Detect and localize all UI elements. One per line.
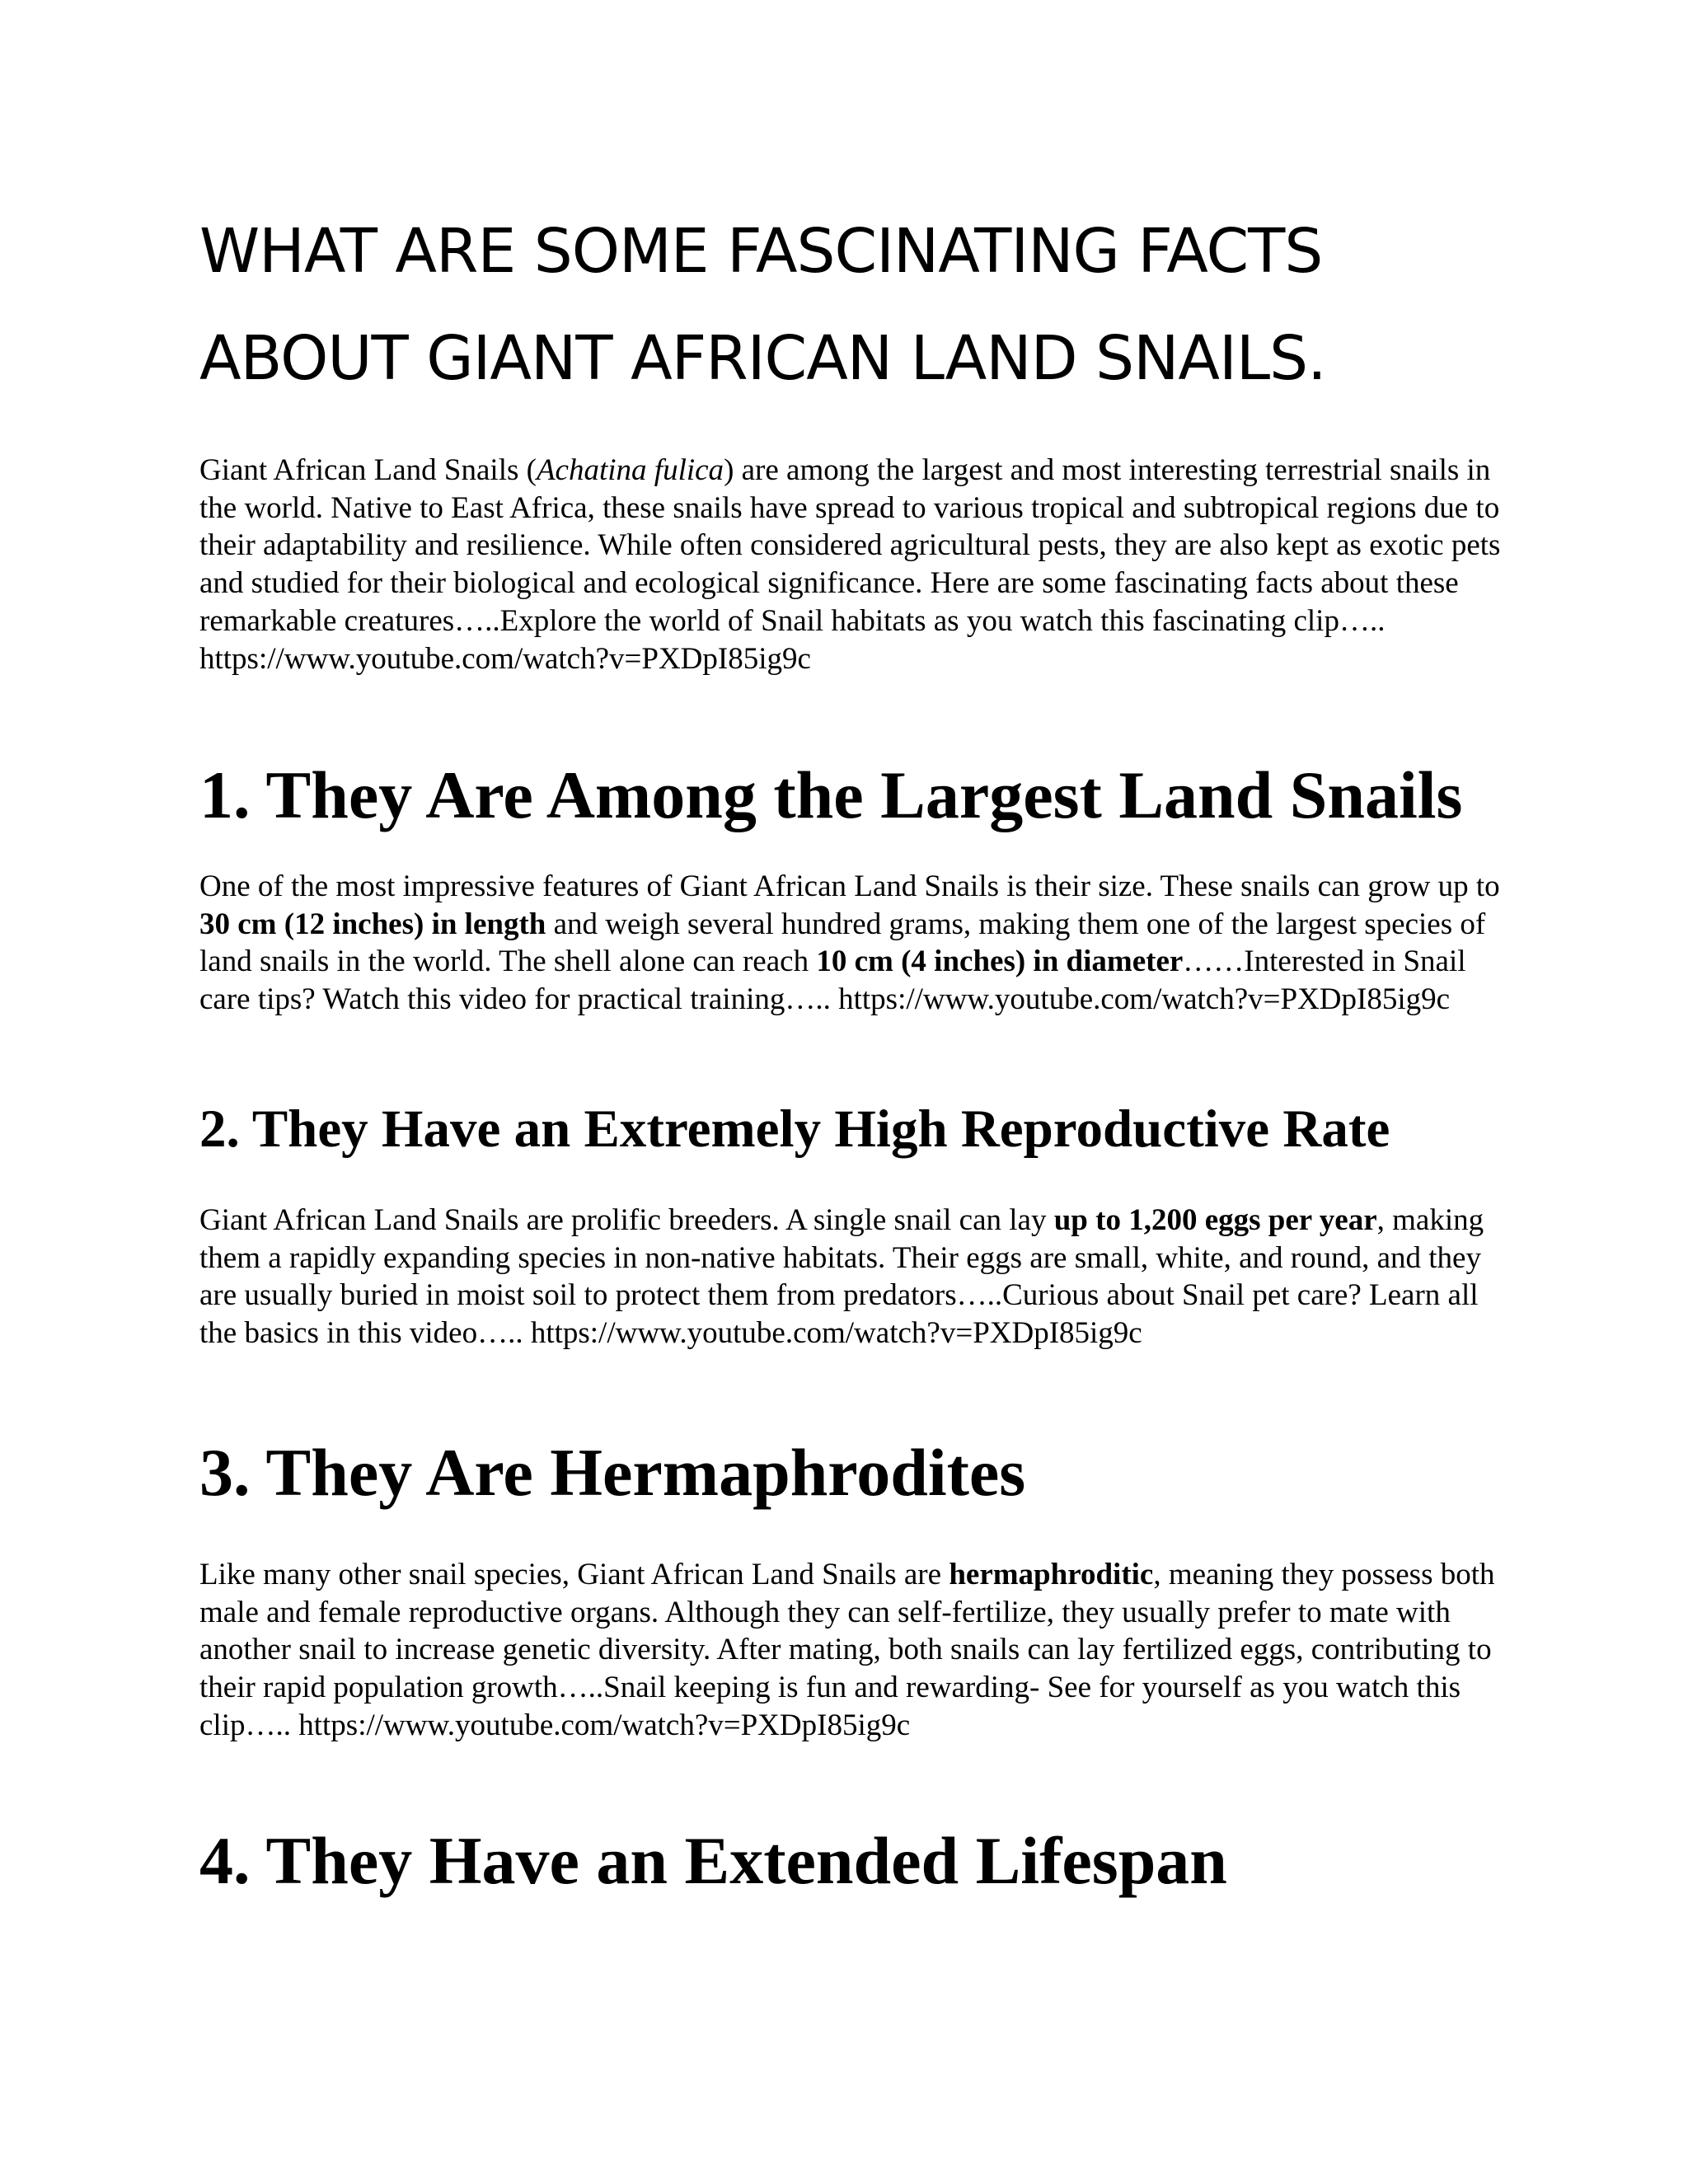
section-1-bold-length: 30 cm (12 inches) in length [199, 907, 546, 941]
species-name: Achatina fulica [536, 453, 724, 487]
section-2-text-1: Giant African Land Snails are prolific breeders. A single snail can lay [199, 1203, 1054, 1237]
section-3-heading: 3. They Are Hermaphrodites [199, 1435, 1026, 1510]
document-title: WHAT ARE SOME FASCINATING FACTS ABOUT GIANT AFRICAN LAND SNAILS. [199, 216, 1326, 394]
section-1-bold-diameter: 10 cm (4 inches) in diameter [816, 944, 1184, 979]
section-2-bold-eggs: up to 1,200 eggs per year [1053, 1203, 1377, 1237]
intro-text-2: ) are among the largest and most interesting terrestrial snails in the world. Native to East Africa, these snails have spread to various tropical and subtropical regions due to their adaptability and resilience. While often considered agricultural pests, they are also kept as exotic pets and studied for their biological and ecological significance. Here are some fascinating facts about these remarkable creatures…..Explore the world of Snail habitats as you watch this fascinating clip….. https://www.youtube.com/watch?v=PXDpI85ig9c [199, 453, 1501, 676]
section-3-text-1: Like many other snail species, Giant African Land Snails are [199, 1558, 950, 1591]
section-1-heading: 1. They Are Among the Largest Land Snails [199, 757, 1463, 832]
section-2-paragraph [199, 1202, 1510, 1352]
section-3-text-2: , meaning they possess both male and female reproductive organs. Although they can self-fertilize, they usually prefer to mate with another snail to increase genetic diversity. After mating, both snails can lay fertilized eggs, contributing to their rapid population growth…..Snail keeping is fun and rewarding- See for yourself as you watch this clip….. https://www.youtube.com/watch?v=PXDpI85ig9c [199, 1558, 1495, 1742]
intro-paragraph [199, 452, 1510, 677]
section-2-text-2: , making them a rapidly expanding species in non-native habitats. Their eggs are small, white, and round, and they are usually buried in moist soil to protect them from predators…..Curious about Snail pet care? Learn all the basics in this video….. https://www.youtube.com/watch?v=PXDpI85ig9c [199, 1203, 1484, 1351]
section-3-bold-hermaphroditic: hermaphroditic [949, 1558, 1154, 1591]
section-1-text-3: ……Interested in Snail care tips? Watch this video for practical training….. https://www.youtube.com/watch?v=PXDpI85ig9c [199, 944, 1466, 1017]
section-4-heading: 4. They Have an Extended Lifespan [199, 1823, 1227, 1898]
intro-text-1: Giant African Land Snails ( [199, 453, 537, 487]
section-1-paragraph [199, 868, 1510, 1019]
section-3-paragraph [199, 1556, 1510, 1745]
section-1-text-1: One of the most impressive features of Giant African Land Snails is their size. These snails can grow up to [199, 869, 1500, 903]
section-2-heading: 2. They Have an Extremely High Reproductive Rate [199, 1099, 1390, 1159]
section-1-text-2: and weigh several hundred grams, making them one of the largest species of land snails in the world. The shell alone can reach [199, 907, 1486, 979]
